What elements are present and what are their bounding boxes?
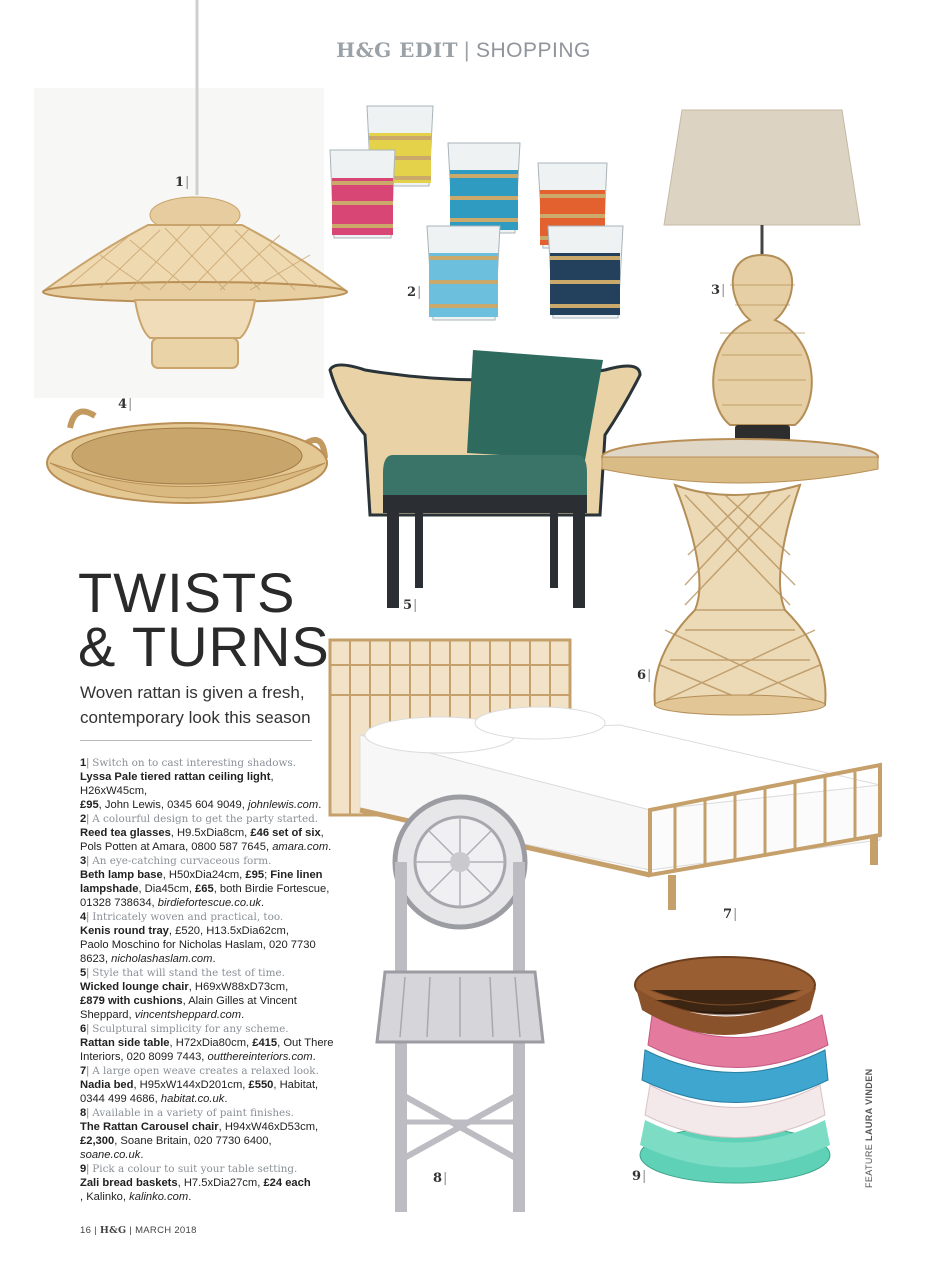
product-label-6: 6 | [637,668,651,683]
product-item-1: 1 | Switch on to cast interesting shadows. Lyssa Pale tiered rattan ceiling light, H26xW45cm, £95, John Lewis, 0345 604 9049, johnlewis.com. [80,756,335,812]
lounge-chair-image [325,345,645,615]
section-brand: H&G EDIT [336,38,458,62]
product-label-2: 2 | [407,285,421,300]
headline-line-1: TWISTS [78,561,296,624]
feature-headline [78,561,330,678]
product-item-3: 3 | An eye-catching curvaceous form. Beth lamp base, H50xDia24cm, £95; Fine linen lampshade, Dia45cm, £65, both Birdie Fortescue, 01328 738634, birdiefortescue.co.uk. [80,854,335,910]
section-title: SHOPPING [475,39,591,62]
glass-navy [548,226,623,318]
issue-date: MARCH 2018 [135,1225,197,1236]
product-label-9: 9 | [632,1169,646,1184]
lamp-image [660,105,870,450]
page-number: 16 [80,1225,92,1236]
product-label-4: 4 | [118,397,132,412]
glass-turquoise [448,143,520,233]
feature-credit: FEATURE LAURA VINDEN [864,1068,874,1188]
footer-brand: H&G [99,1225,127,1236]
bread-baskets-image [630,950,840,1195]
product-label-3: 3 | [711,283,725,298]
product-label-5: 5 | [403,598,417,613]
divider [80,740,312,741]
product-label-1: 1 | [175,175,189,190]
product-item-7: 7 | A large open weave creates a relaxed look. Nadia bed, H95xW144xD201cm, £550, Habitat, 0344 499 4686, habitat.co.uk. [80,1064,335,1106]
glass-pink [330,150,395,238]
product-label-8: 8 | [433,1171,447,1186]
tea-glasses-image [325,98,625,323]
ceiling-light-image [40,0,360,400]
header-separator: | [464,39,470,62]
product-item-5: 5 | Style that will stand the test of time. Wicked lounge chair, H69xW88xD73cm, £879 with cushions, Alain Gilles at Vincent Sheppard, vincentsheppard.com. [80,966,335,1022]
product-item-8: 8 | Available in a variety of paint finishes. The Rattan Carousel chair, H94xW46xD53cm, £2,300, Soane Britain, 020 7730 6400, soane.co.uk. [80,1106,335,1162]
product-item-2: 2 | A colourful design to get the party started. Reed tea glasses, H9.5xDia8cm, £46 set of six, Pols Potten at Amara, 0800 587 7645, amara.com. [80,812,335,854]
round-tray-image [45,398,330,508]
product-list [80,756,335,1204]
product-item-6: 6 | Sculptural simplicity for any scheme. Rattan side table, H72xDia80cm, £415, Out There Interiors, 020 8099 7443, outthereinteriors.com. [80,1022,335,1064]
page-footer: 16 | H&G | MARCH 2018 [80,1225,197,1236]
standfirst: Woven rattan is given a fresh, contemporary look this season [80,683,311,727]
carousel-chair-image [375,792,545,1222]
glass-light-blue [427,226,500,320]
product-label-7: 7 | [723,907,737,922]
product-item-9: 9 | Pick a colour to suit your table setting. Zali bread baskets, H7.5xDia27cm, £24 each , Kalinko, kalinko.com. [80,1162,335,1204]
headline-line-2: & TURNS [78,615,330,678]
product-item-4: 4 | Intricately woven and practical, too. Kenis round tray, £520, H13.5xDia62cm, Paolo Moschino for Nicholas Haslam, 020 7730 8623, nicholashaslam.com. [80,910,335,966]
